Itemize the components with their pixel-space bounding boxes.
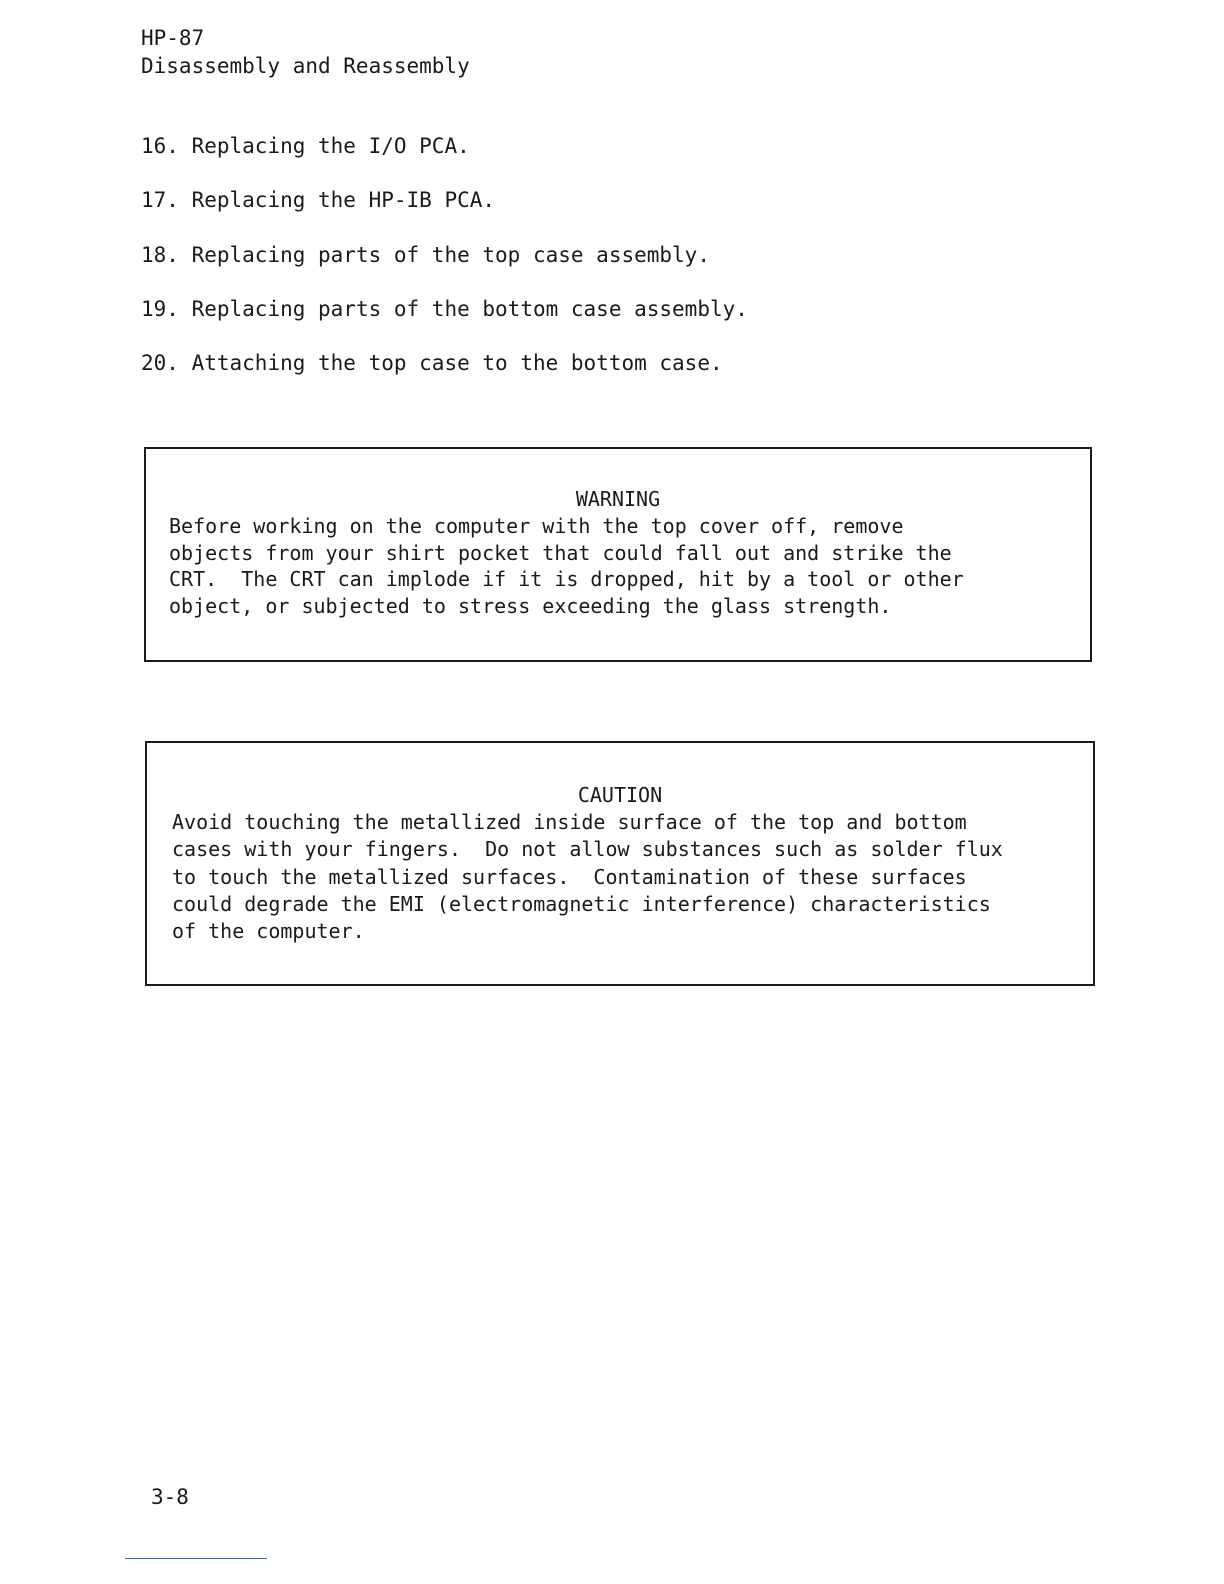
- caution-line: to touch the metallized surfaces. Contamination of these surfaces: [172, 864, 967, 889]
- page-number: 3-8: [151, 1485, 189, 1509]
- step-16: [141, 133, 470, 159]
- caution-title: CAUTION: [577, 783, 663, 807]
- step-number: 19.: [141, 297, 179, 321]
- step-text: Attaching the top case to the bottom case.: [191, 351, 723, 375]
- document-model: HP-87: [141, 26, 205, 50]
- step-number: 18.: [141, 243, 179, 267]
- warning-title: WARNING: [575, 487, 661, 511]
- caution-line: of the computer.: [172, 919, 365, 944]
- warning-line: object, or subjected to stress exceeding the glass strength.: [169, 593, 892, 618]
- warning-text: [169, 513, 964, 619]
- warning-box: [144, 447, 1092, 662]
- caution-text: [172, 809, 1003, 945]
- step-text: Replacing the I/O PCA.: [191, 134, 470, 158]
- caution-line: could degrade the EMI (electromagnetic interference) characteristics: [172, 891, 991, 916]
- step-18: [141, 242, 710, 268]
- caution-line: cases with your fingers. Do not allow substances such as solder flux: [172, 837, 1003, 862]
- step-text: Replacing the HP-IB PCA.: [191, 188, 496, 212]
- step-number: 20.: [141, 351, 179, 375]
- step-text: Replacing parts of the top case assembly.: [191, 243, 710, 267]
- section-title: Disassembly and Reassembly: [141, 54, 470, 78]
- step-number: 16.: [141, 134, 179, 158]
- bottom-underline: [125, 1558, 267, 1559]
- warning-line: CRT. The CRT can implode if it is dropped, hit by a tool or other: [169, 567, 964, 592]
- step-20: [141, 350, 723, 376]
- caution-box: [145, 741, 1095, 986]
- step-19: [141, 296, 748, 322]
- step-number: 17.: [141, 188, 179, 212]
- warning-line: objects from your shirt pocket that could fall out and strike the: [169, 540, 952, 565]
- caution-line: Avoid touching the metallized inside surface of the top and bottom: [172, 810, 967, 834]
- step-17: [141, 187, 495, 213]
- warning-line: Before working on the computer with the top cover off, remove: [169, 514, 904, 538]
- step-text: Replacing parts of the bottom case assembly.: [191, 297, 748, 321]
